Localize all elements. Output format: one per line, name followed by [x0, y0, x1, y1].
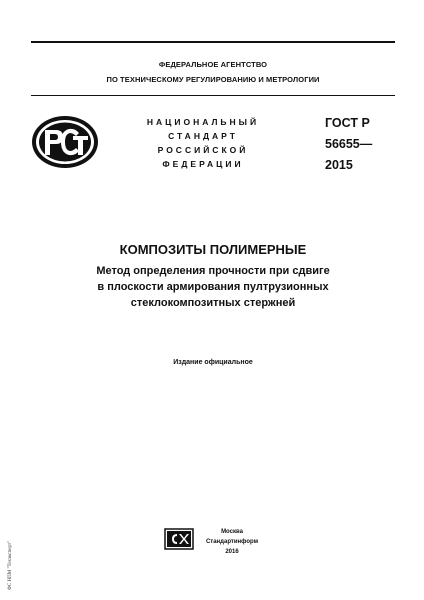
- standard-code-line-1: ГОСТ Р: [325, 116, 370, 130]
- publisher-city: Москва: [221, 529, 243, 535]
- national-line-4: ФЕДЕРАЦИИ: [162, 159, 244, 169]
- document-title: КОМПОЗИТЫ ПОЛИМЕРНЫЕ: [119, 242, 307, 257]
- top-rule: [31, 41, 395, 43]
- side-watermark-text: ФС НПМ "Техэксперт": [8, 540, 13, 590]
- standartinform-logo-icon: [164, 528, 194, 555]
- publisher-name: Стандартинформ: [205, 539, 259, 545]
- national-line-1: НАЦИОНАЛЬНЫЙ: [146, 117, 260, 127]
- subtitle-line-1: Метод определения прочности при сдвиге: [96, 265, 330, 277]
- national-standard-label: [128, 115, 278, 171]
- national-line-3: РОССИЙСКОЙ: [157, 145, 249, 155]
- publisher-year: 2016: [225, 549, 239, 555]
- standard-code: [325, 113, 405, 176]
- rst-certification-mark-icon: [30, 114, 100, 175]
- national-line-2: СТАНДАРТ: [168, 131, 238, 141]
- subtitle-line-2: в плоскости армирования пултрузионных: [97, 281, 329, 293]
- publisher-info: [197, 527, 267, 557]
- edition-label: Издание официальное: [173, 359, 253, 366]
- document-subtitle: [31, 263, 395, 311]
- agency-line-1: ФЕДЕРАЛЬНОЕ АГЕНТСТВО: [158, 60, 268, 69]
- standard-code-line-2: 56655—: [325, 137, 373, 151]
- standard-code-line-3: 2015: [325, 158, 353, 172]
- agency-line-2: ПО ТЕХНИЧЕСКОМУ РЕГУЛИРОВАНИЮ И МЕТРОЛОГИИ: [106, 75, 320, 84]
- subtitle-line-3: стеклокомпозитных стержней: [130, 297, 296, 309]
- middle-rule: [31, 95, 395, 96]
